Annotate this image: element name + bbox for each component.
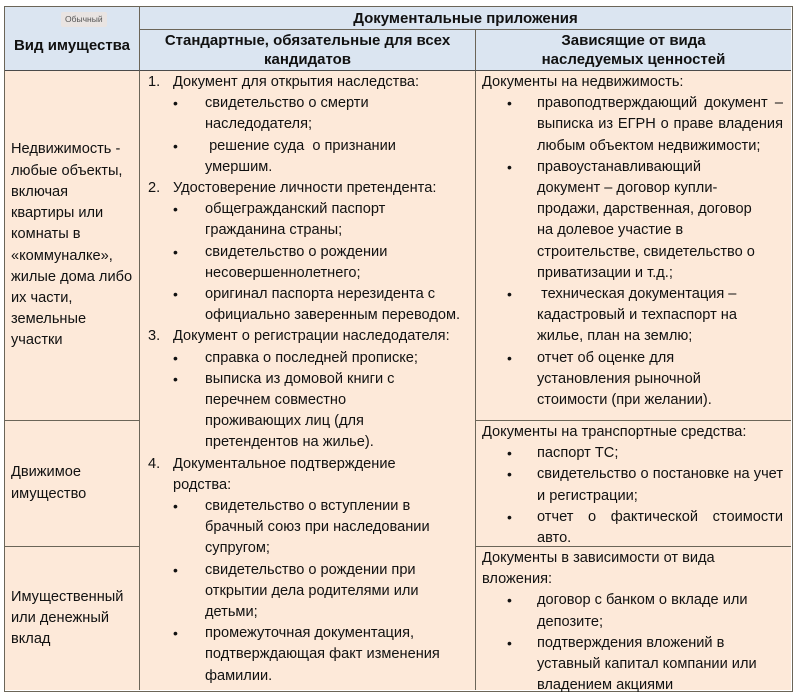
list-item: • промежуточная документация, подтверждающая факт изменения фамилии.: [173, 625, 440, 684]
standard-doc-title: Документ для открытия наследства:: [173, 74, 420, 90]
bullet-icon: •: [173, 137, 178, 154]
bullet-icon: •: [173, 286, 178, 303]
standard-docs-list: [140, 72, 475, 687]
bullet-icon: •: [173, 243, 178, 260]
header-property-type-label: Вид имущества: [13, 37, 131, 54]
property-type-label: Недвижимость - любые объекты, включая квартиры или комнаты в «коммуналке», жилые дома либо их части, земельные участки: [11, 141, 133, 349]
bullet-icon: •: [173, 95, 178, 112]
bullet-icon: •: [173, 498, 178, 515]
bullet-icon: •: [507, 508, 512, 525]
list-item: • выписка из домовой книги с перечнем совместно проживающих лиц (для претендентов на жилье).: [173, 370, 395, 451]
list-item: • справка о последней прописке;: [140, 348, 475, 369]
item-number: 3.: [148, 328, 161, 345]
list-item: • отчет о фактической стоимости авто.: [507, 508, 783, 547]
bullet-icon: •: [507, 95, 512, 112]
list-item: • оригинал паспорта нерезидента с официально заверенным переводом.: [173, 286, 461, 324]
standard-doc-title: Удостоверение личности претендента:: [173, 180, 437, 197]
bullet-icon: •: [507, 445, 512, 462]
header-specific-docs: [475, 29, 791, 70]
standard-docs-cell: [139, 70, 475, 690]
list-item: • решение суда о признании умершим.: [173, 137, 400, 175]
bullet-icon: •: [507, 634, 512, 651]
list-item: • договор с банком о вкладе или депозите;: [507, 592, 748, 630]
style-tag: Обычный: [61, 12, 107, 27]
item-number: 1.: [148, 74, 161, 90]
header-group-label: Документальные приложения: [353, 9, 578, 27]
specific-docs-vehicles: [475, 420, 791, 546]
list-item: • паспорт ТС;: [476, 443, 787, 464]
specific-docs-title: Документы на транспортные средства:: [482, 424, 747, 440]
header-document-attachments: [139, 7, 791, 29]
list-item: • отчет об оценке для установления рыночной стоимости (при желании).: [507, 349, 712, 409]
header-specific-docs-label: Зависящие от вида наследуемых ценностей: [541, 32, 726, 68]
list-item: • техническая документация – кадастровый и техпаспорт на жилье, план на землю;: [507, 286, 742, 345]
list-item: • свидетельство о смерти наследодателя;: [173, 95, 369, 133]
item-number: 2.: [148, 180, 161, 197]
specific-docs-deposits: [475, 546, 791, 694]
bullet-icon: •: [507, 466, 512, 483]
list-item: • правоподтверждающий документ – выписка из ЕГРН о праве владения любым объектом недвижимости;: [507, 95, 783, 154]
specific-docs-title: Документы на недвижимость:: [482, 74, 684, 90]
bullet-icon: •: [173, 370, 178, 387]
specific-docs-list: [476, 443, 787, 549]
bullet-icon: •: [173, 349, 178, 366]
item-number: 4.: [148, 455, 161, 472]
list-item: • свидетельство о рождении несовершеннолетнего;: [173, 243, 388, 281]
documents-table: [4, 6, 793, 692]
specific-docs-real-estate: [475, 70, 791, 420]
list-item: • свидетельство о рождении при открытии дела родителями или детьми;: [173, 561, 419, 621]
bullet-icon: •: [173, 625, 178, 642]
standard-doc-group: [140, 72, 475, 178]
header-standard-docs: [139, 29, 475, 70]
property-type-label: Движимое имущество: [11, 464, 87, 502]
list-item: • подтверждения вложений в уставный капитал компании или владением акциями: [507, 634, 757, 694]
property-type-label: Имущественный или денежный вклад: [11, 588, 124, 648]
bullet-icon: •: [173, 201, 178, 218]
list-item: • свидетельство о вступлении в брачный союз при наследовании супругом;: [173, 498, 430, 557]
specific-docs-list: [476, 93, 787, 411]
standard-doc-title: Документальное подтверждение родства:: [173, 455, 396, 493]
standard-doc-title: Документ о регистрации наследодателя:: [173, 328, 450, 345]
bullet-icon: •: [507, 349, 512, 366]
list-item: • общегражданский паспорт гражданина страны;: [173, 201, 386, 239]
standard-doc-group: [140, 178, 475, 326]
specific-docs-title: Документы в зависимости от вида вложения:: [482, 550, 715, 588]
property-type-movable: [5, 420, 139, 546]
property-type-real-estate: [5, 70, 139, 420]
bullet-icon: •: [173, 561, 178, 578]
header-property-type: [5, 7, 139, 70]
standard-doc-group: [140, 454, 475, 687]
list-item: • правоустанавливающий документ – договор купли-продажи, дарственная, договор на долевое участие в строительстве, свидетельство о приватизации и т.д.;: [507, 158, 755, 281]
property-type-deposit: [5, 546, 139, 690]
bullet-icon: •: [507, 286, 512, 303]
header-standard-docs-label: Стандартные, обязательные для всех кандидатов: [164, 32, 451, 68]
list-item: • свидетельство о постановке на учет и регистрации;: [507, 466, 783, 504]
bullet-icon: •: [507, 158, 512, 175]
specific-docs-list: [476, 590, 787, 696]
bullet-icon: •: [507, 592, 512, 609]
standard-doc-group: [140, 326, 475, 453]
